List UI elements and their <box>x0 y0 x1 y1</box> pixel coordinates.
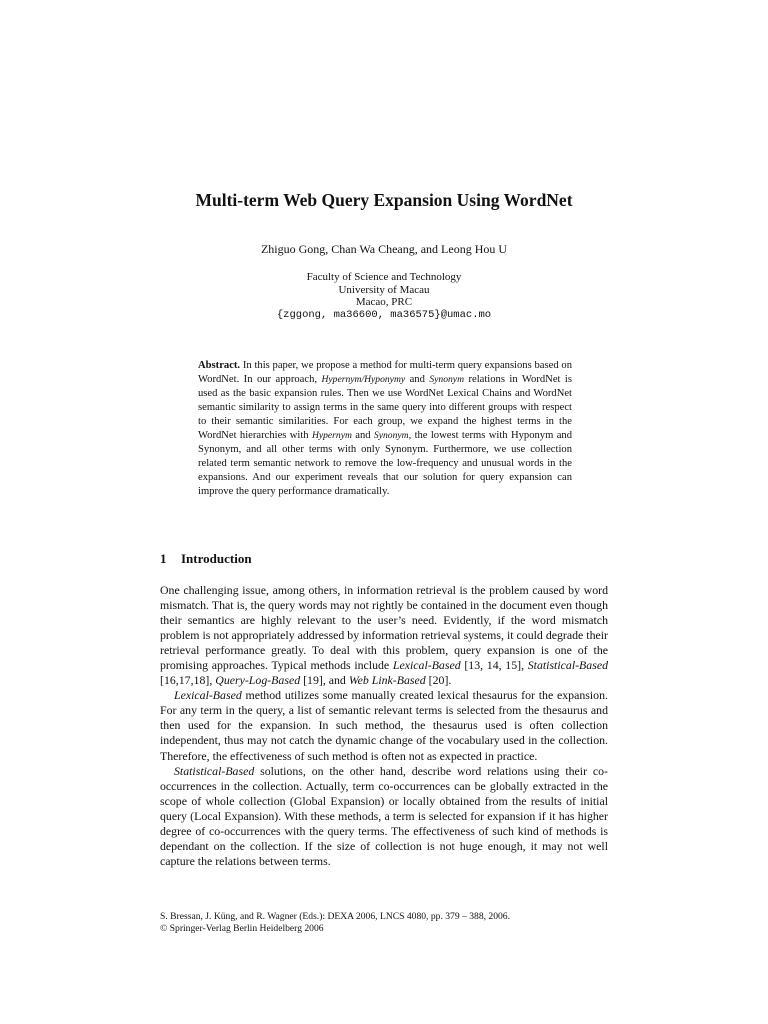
abstract-text: and <box>405 374 430 386</box>
abstract-term: Synonym <box>373 430 409 442</box>
footer-copyright: © Springer-Verlag Berlin Heidelberg 2006 <box>160 922 324 934</box>
abstract-text: relations in WordNet is used as the basic expansion rules. Then we use WordNet Lexical Chains and WordNet semantic similarity to assign terms in the same query into different groups with respect to their semantic similarities. For each group, we expand the highest terms in the WordNet hierarchies with <box>198 374 572 442</box>
paragraph <box>160 583 608 688</box>
text-run: method utilizes some manually created lexical thesaurus for the expansion. For any term in the query, a list of semantic relevant terms is selected from the thesaurus and then used for the expansion. In such method, the thesaurus used is often collection independent, thus may not catch the dynamic change of the vocabulary used in the collection. Therefore, the effectiveness of such method is often not as expected in practice. <box>160 688 608 763</box>
emphasis: Lexical-Based <box>174 688 242 703</box>
text-run: One challenging issue, among others, in information retrieval is the problem caused by word mismatch. That is, the query words may not rightly be contained in the document even though their semantics are highly relevant to the user’s need. Evidently, if the word mismatch problem is not appropriately addressed by information retrieval systems, it could degrade their retrieval performance greatly. To deal with this problem, query expansion is one of the promising approaches. Typical methods include <box>160 583 608 673</box>
section-title: Introduction <box>181 551 252 566</box>
abstract-text: and <box>351 430 374 442</box>
abstract <box>198 359 572 499</box>
abstract-term: Hypernym <box>311 430 352 442</box>
affiliation-block <box>0 271 768 321</box>
emphasis: Web Link-Based <box>348 673 426 688</box>
paper-title: Multi-term Web Query Expansion Using WordNet <box>195 190 573 210</box>
paragraph <box>160 688 608 763</box>
emphasis: Lexical-Based <box>392 658 461 673</box>
text-run: [13, 14, 15], <box>460 658 528 673</box>
text-run: solutions, on the other hand, describe word relations using their co-occurrences in the collection. Actually, term co-occurrences can be globally extracted in the scope of whole collection (Global Expansion) or locally obtained from the results of initial query (Local Expansion). With these methods, a term is selected for expansion if it has higher degree of co-occurrences with the query terms. The effectiveness of such kind of methods is dependant on the collection. If the size of collection is not huge enough, it may not well capture the relations between terms. <box>160 763 608 868</box>
affiliation-location: Macao, PRC <box>355 296 413 308</box>
text-run: [16,17,18], <box>160 673 216 688</box>
footer-citation <box>160 911 510 934</box>
affiliation-university: University of Macau <box>338 283 430 296</box>
paragraph <box>160 764 608 869</box>
author-list: Zhiguo Gong, Chan Wa Cheang, and Leong Hou U <box>260 242 508 256</box>
abstract-text: In this paper, we propose a method for multi-term query expansions based on WordNet. In our approach, <box>198 360 572 386</box>
section-heading <box>160 550 252 568</box>
abstract-text: , the lowest terms with Hyponym and Synonym, and all other terms with only Synonym. Furthermore, we use collection related term semantic network to remove the low-frequency and unusual words in the expansions. And our experiment reveals that our solution for query expansion can improve the query performance dramatically. <box>198 430 572 498</box>
emphasis: Statistical-Based <box>174 763 255 778</box>
emphasis: Query-Log-Based <box>215 673 301 688</box>
text-run: [19], and <box>300 673 349 688</box>
section-number: 1 <box>160 551 167 566</box>
footer-proceedings: S. Bressan, J. Küng, and R. Wagner (Eds.): DEXA 2006, LNCS 4080, pp. 379 – 388, 2006. <box>160 911 511 922</box>
body-text <box>160 583 608 869</box>
affiliation-emails: {zggong, ma36600, ma36575}@umac.mo <box>276 308 492 321</box>
abstract-label: Abstract. <box>198 360 241 371</box>
text-run: [20]. <box>425 673 452 688</box>
abstract-term: Hypernym/Hyponymy <box>321 374 406 386</box>
affiliation-faculty: Faculty of Science and Technology <box>306 271 462 283</box>
abstract-term: Synonym <box>429 374 464 386</box>
emphasis: Statistical-Based <box>527 658 608 673</box>
